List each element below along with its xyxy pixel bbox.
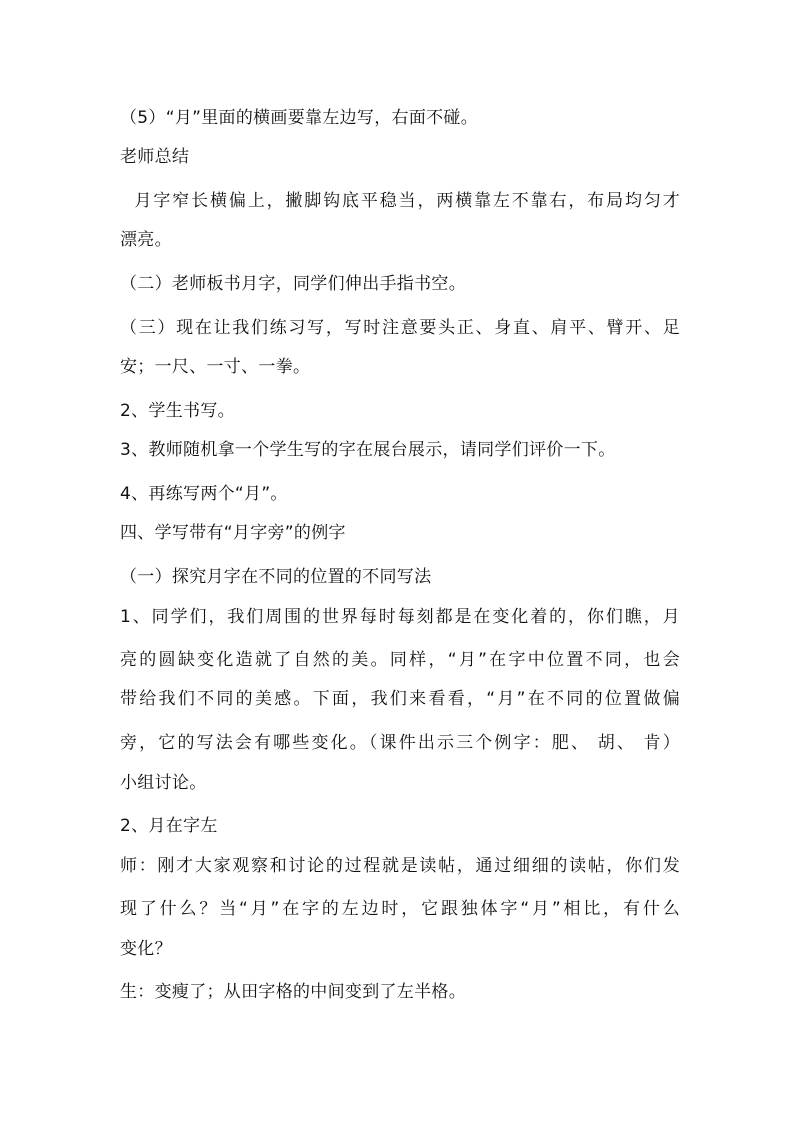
subsection-heading: （一）探究月字在不同的位置的不同写法 <box>120 567 432 587</box>
text-line: 老师总结 <box>120 147 190 167</box>
text-line: 漂亮。 <box>120 230 172 250</box>
text-line: （二）老师板书月字，同学们伸出手指书空。 <box>120 274 466 294</box>
section-heading: 四、学写带有“月字旁”的例字 <box>120 523 346 543</box>
text-line: 月字窄长横偏上，撇脚钩底平稳当，两横靠左不靠右，布局均匀才 <box>120 191 680 211</box>
text-line: 变化？ <box>120 939 172 959</box>
text-line: 2、月在字左 <box>120 816 218 836</box>
text-line: 旁，它的写法会有哪些变化。（课件出示三个例字：肥、 胡、 肯） <box>120 733 680 753</box>
text-line: 现了什么？当“月”在字的左边时，它跟独体字“月”相比，有什么 <box>120 899 680 919</box>
text-line: （5）“月”里面的横画要靠左边写，右面不碰。 <box>120 108 479 128</box>
text-line: 师：刚才大家观察和讨论的过程就是读帖，通过细细的读帖，你们发 <box>120 856 680 876</box>
text-line: 3、教师随机拿一个学生写的字在展台展示，请同学们评价一下。 <box>120 440 616 460</box>
text-line: 4、再练写两个“月”。 <box>120 484 288 504</box>
text-line: 安；一尺、一寸、一拳。 <box>120 357 311 377</box>
text-line: 带给我们不同的美感。下面，我们来看看，“月”在不同的位置做偏 <box>120 689 680 709</box>
text-line: 1、同学们，我们周围的世界每时每刻都是在变化着的，你们瞧，月 <box>120 607 680 627</box>
text-line: 2、学生书写。 <box>120 401 235 421</box>
text-line: 小组讨论。 <box>120 773 207 793</box>
text-line: 亮的圆缺变化造就了自然的美。同样，“月”在字中位置不同，也会 <box>120 650 680 670</box>
text-line: （三）现在让我们练习写，写时注意要头正、身直、肩平、臂开、足 <box>120 318 680 338</box>
text-line: 生：变瘦了；从田字格的中间变到了左半格。 <box>120 982 466 1002</box>
